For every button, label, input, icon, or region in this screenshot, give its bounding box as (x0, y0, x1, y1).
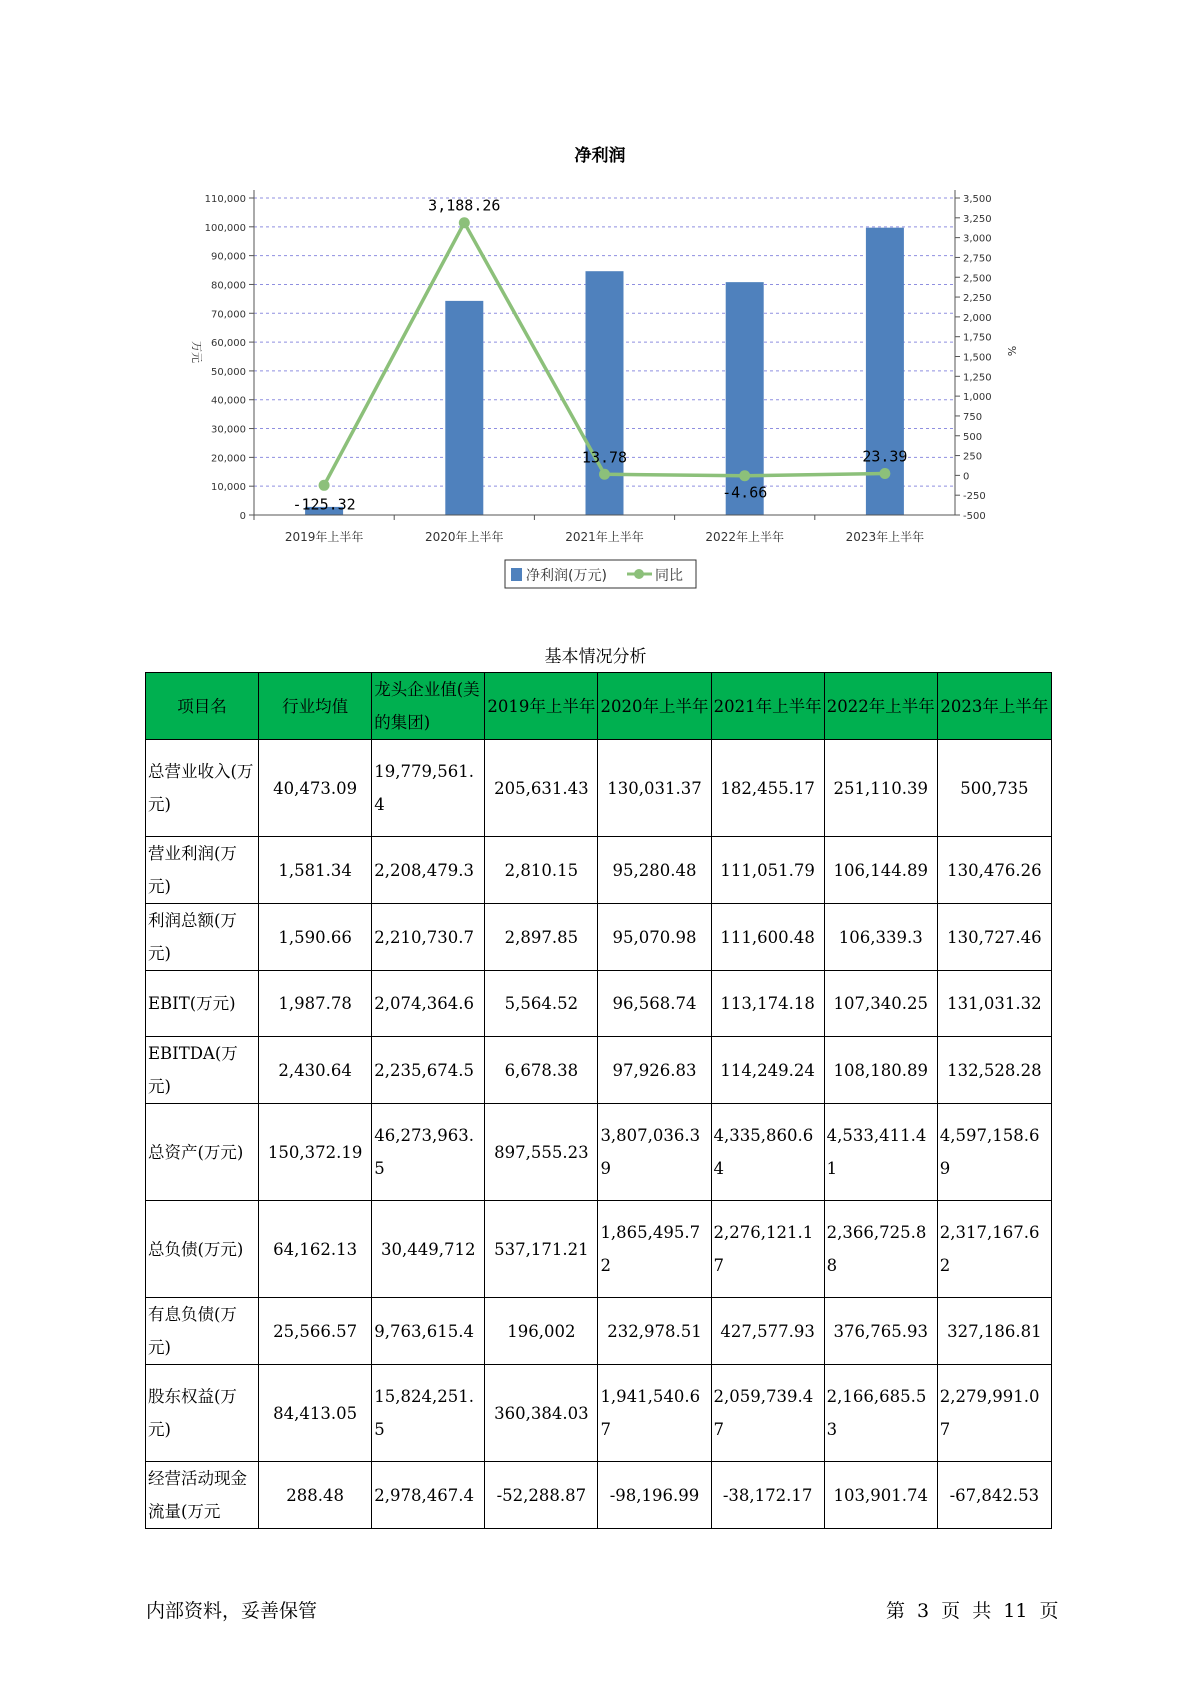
yoy-point (739, 470, 750, 481)
value-cell: 2,208,479.3 (372, 837, 485, 904)
value-cell: 132,528.28 (937, 1037, 1051, 1104)
data-label: -125.32 (292, 495, 356, 514)
y-tick-label: 110,000 (204, 194, 246, 205)
value-cell: 897,555.23 (485, 1104, 598, 1201)
value-cell: 130,727.46 (937, 904, 1051, 971)
footer-page-number: 第 3 页 共 11 页 (886, 1600, 1059, 1622)
legend-line-marker (634, 569, 644, 579)
value-cell: 97,926.83 (598, 1037, 711, 1104)
x-tick-label: 2019年上半年 (284, 530, 364, 544)
footer-confidential-note: 内部资料，妥善保管 (146, 1600, 318, 1622)
value-cell: 107,340.25 (824, 971, 937, 1037)
y2-tick-label: 0 (963, 471, 970, 483)
legend-item-net-profit: 净利润(万元) (526, 568, 607, 584)
value-cell: 5,564.52 (485, 971, 598, 1037)
value-cell: 2,897.85 (485, 904, 598, 971)
row-name-cell: 营业利润(万元) (146, 837, 259, 904)
row-name-cell: EBITDA(万元) (146, 1037, 259, 1104)
y-tick-label: 80,000 (211, 280, 246, 292)
row-name-cell: 股东权益(万元) (146, 1365, 259, 1462)
y-tick-label: 30,000 (211, 424, 246, 436)
value-cell: 537,171.21 (485, 1201, 598, 1298)
y2-tick-label: 3,000 (963, 233, 992, 245)
y2-tick-label: 500 (963, 431, 983, 443)
value-cell: 376,765.93 (824, 1298, 937, 1365)
y-tick-label: 60,000 (211, 338, 246, 350)
value-cell: 2,059,739.47 (711, 1365, 824, 1462)
header-cell: 2021年上半年 (711, 673, 824, 740)
yoy-point (599, 469, 610, 480)
x-tick-label: 2022年上半年 (705, 530, 784, 544)
table-row (146, 1298, 1052, 1365)
chart-legend (505, 560, 696, 588)
y2-tick-label: 750 (963, 411, 983, 423)
y-tick-label: 10,000 (211, 482, 246, 494)
x-tick-label: 2020年上半年 (425, 530, 504, 544)
y-tick-label: 20,000 (211, 453, 246, 465)
value-cell: 1,581.34 (259, 837, 372, 904)
value-cell: 427,577.93 (711, 1298, 824, 1365)
value-cell: 2,235,674.5 (372, 1037, 485, 1104)
value-cell: -67,842.53 (937, 1462, 1051, 1529)
value-cell: 4,597,158.69 (937, 1104, 1051, 1201)
table-row (146, 971, 1052, 1037)
value-cell: 40,473.09 (259, 740, 372, 837)
y2-tick-label: 2,750 (963, 253, 992, 265)
value-cell: 205,631.43 (485, 740, 598, 837)
value-cell: 2,317,167.62 (937, 1201, 1051, 1298)
y-tick-label: 40,000 (211, 395, 246, 407)
y-tick-label: 100,000 (204, 222, 246, 234)
y2-tick-label: 1,500 (963, 352, 992, 364)
value-cell: -52,288.87 (485, 1462, 598, 1529)
value-cell: 2,074,364.6 (372, 971, 485, 1037)
value-cell: 96,568.74 (598, 971, 711, 1037)
y2-tick-label: -500 (963, 511, 986, 522)
value-cell: 327,186.81 (937, 1298, 1051, 1365)
value-cell: -38,172.17 (711, 1462, 824, 1529)
yoy-point (879, 468, 890, 479)
value-cell: 360,384.03 (485, 1365, 598, 1462)
value-cell: 95,070.98 (598, 904, 711, 971)
row-name-cell: 总资产(万元) (146, 1104, 259, 1201)
x-tick-label: 2023年上半年 (845, 530, 925, 544)
bar (445, 301, 483, 515)
y-tick-label: 50,000 (211, 366, 246, 378)
value-cell: 25,566.57 (259, 1298, 372, 1365)
y2-tick-label: 1,250 (963, 372, 992, 384)
value-cell: 111,051.79 (711, 837, 824, 904)
value-cell: 111,600.48 (711, 904, 824, 971)
value-cell: 106,339.3 (824, 904, 937, 971)
header-cell: 2019年上半年 (485, 673, 598, 740)
y2-axis-label: % (1005, 345, 1018, 357)
value-cell: 9,763,615.4 (372, 1298, 485, 1365)
data-label: -4.66 (722, 483, 768, 502)
data-label: 13.78 (581, 448, 628, 467)
chart-svg (0, 0, 1191, 620)
value-cell: 196,002 (485, 1298, 598, 1365)
value-cell: 6,678.38 (485, 1037, 598, 1104)
row-name-cell: 总营业收入(万元) (146, 740, 259, 837)
yoy-point (319, 480, 330, 491)
y2-tick-label: 2,000 (963, 312, 992, 324)
value-cell: 2,279,991.07 (937, 1365, 1051, 1462)
data-label: 3,188.26 (428, 196, 501, 215)
value-cell: -98,196.99 (598, 1462, 711, 1529)
table-row (146, 1037, 1052, 1104)
value-cell: 30,449,712 (372, 1201, 485, 1298)
row-name-cell: 利润总额(万元) (146, 904, 259, 971)
header-cell: 2023年上半年 (937, 673, 1051, 740)
value-cell: 84,413.05 (259, 1365, 372, 1462)
y2-tick-label: 3,250 (963, 213, 992, 225)
value-cell: 3,807,036.39 (598, 1104, 711, 1201)
value-cell: 15,824,251.5 (372, 1365, 485, 1462)
value-cell: 1,865,495.72 (598, 1201, 711, 1298)
value-cell: 130,031.37 (598, 740, 711, 837)
value-cell: 150,372.19 (259, 1104, 372, 1201)
value-cell: 114,249.24 (711, 1037, 824, 1104)
value-cell: 46,273,963.5 (372, 1104, 485, 1201)
header-cell: 项目名 (146, 673, 259, 740)
value-cell: 1,941,540.67 (598, 1365, 711, 1462)
table-row (146, 1365, 1052, 1462)
value-cell: 2,810.15 (485, 837, 598, 904)
y-tick-label: 70,000 (211, 309, 246, 321)
data-label: 23.39 (862, 447, 908, 466)
header-cell: 行业均值 (259, 673, 372, 740)
value-cell: 130,476.26 (937, 837, 1051, 904)
table-row (146, 1201, 1052, 1298)
net-profit-chart (0, 0, 1191, 620)
table-row (146, 740, 1052, 837)
value-cell: 2,210,730.7 (372, 904, 485, 971)
table-row (146, 904, 1052, 971)
table-header-row (146, 673, 1052, 740)
value-cell: 64,162.13 (259, 1201, 372, 1298)
table-row (146, 1462, 1052, 1529)
value-cell: 131,031.32 (937, 971, 1051, 1037)
header-cell: 龙头企业值(美的集团) (372, 673, 485, 740)
chart-title: 净利润 (574, 146, 626, 166)
value-cell: 95,280.48 (598, 837, 711, 904)
value-cell: 4,335,860.64 (711, 1104, 824, 1201)
table-row (146, 837, 1052, 904)
table-caption: 基本情况分析 (544, 647, 647, 667)
value-cell: 2,978,467.4 (372, 1462, 485, 1529)
y2-tick-label: 250 (963, 451, 983, 463)
value-cell: 19,779,561.4 (372, 740, 485, 837)
value-cell: 2,166,685.53 (824, 1365, 937, 1462)
value-cell: 2,276,121.17 (711, 1201, 824, 1298)
value-cell: 2,366,725.88 (824, 1201, 937, 1298)
row-name-cell: 经营活动现金流量(万元 (146, 1462, 259, 1529)
value-cell: 1,590.66 (259, 904, 372, 971)
value-cell: 108,180.89 (824, 1037, 937, 1104)
table-body (146, 740, 1052, 1529)
x-tick-label: 2021年上半年 (565, 530, 644, 544)
y-tick-label: 90,000 (211, 251, 246, 263)
row-name-cell: 总负债(万元) (146, 1201, 259, 1298)
y2-tick-label: 1,750 (963, 332, 992, 344)
value-cell: 251,110.39 (824, 740, 937, 837)
y-axis-label: 万元 (190, 341, 203, 363)
value-cell: 232,978.51 (598, 1298, 711, 1365)
value-cell: 4,533,411.41 (824, 1104, 937, 1201)
basic-analysis-table (145, 672, 1052, 1529)
value-cell: 500,735 (937, 740, 1051, 837)
y-tick-label: 0 (239, 511, 246, 522)
y2-tick-label: 1,000 (963, 392, 992, 404)
y2-tick-label: 3,500 (963, 194, 992, 205)
value-cell: 288.48 (259, 1462, 372, 1529)
table-row (146, 1104, 1052, 1201)
value-cell: 106,144.89 (824, 837, 937, 904)
y2-tick-label: 2,250 (963, 293, 992, 305)
value-cell: 1,987.78 (259, 971, 372, 1037)
legend-bar-swatch (511, 568, 522, 581)
legend-item-yoy: 同比 (655, 568, 683, 584)
header-cell: 2022年上半年 (824, 673, 937, 740)
y2-tick-label: 2,500 (963, 273, 992, 285)
value-cell: 103,901.74 (824, 1462, 937, 1529)
value-cell: 113,174.18 (711, 971, 824, 1037)
value-cell: 2,430.64 (259, 1037, 372, 1104)
yoy-point (459, 217, 470, 228)
row-name-cell: 有息负债(万元) (146, 1298, 259, 1365)
y2-tick-label: -250 (963, 491, 986, 503)
value-cell: 182,455.17 (711, 740, 824, 837)
row-name-cell: EBIT(万元) (146, 971, 259, 1037)
header-cell: 2020年上半年 (598, 673, 711, 740)
